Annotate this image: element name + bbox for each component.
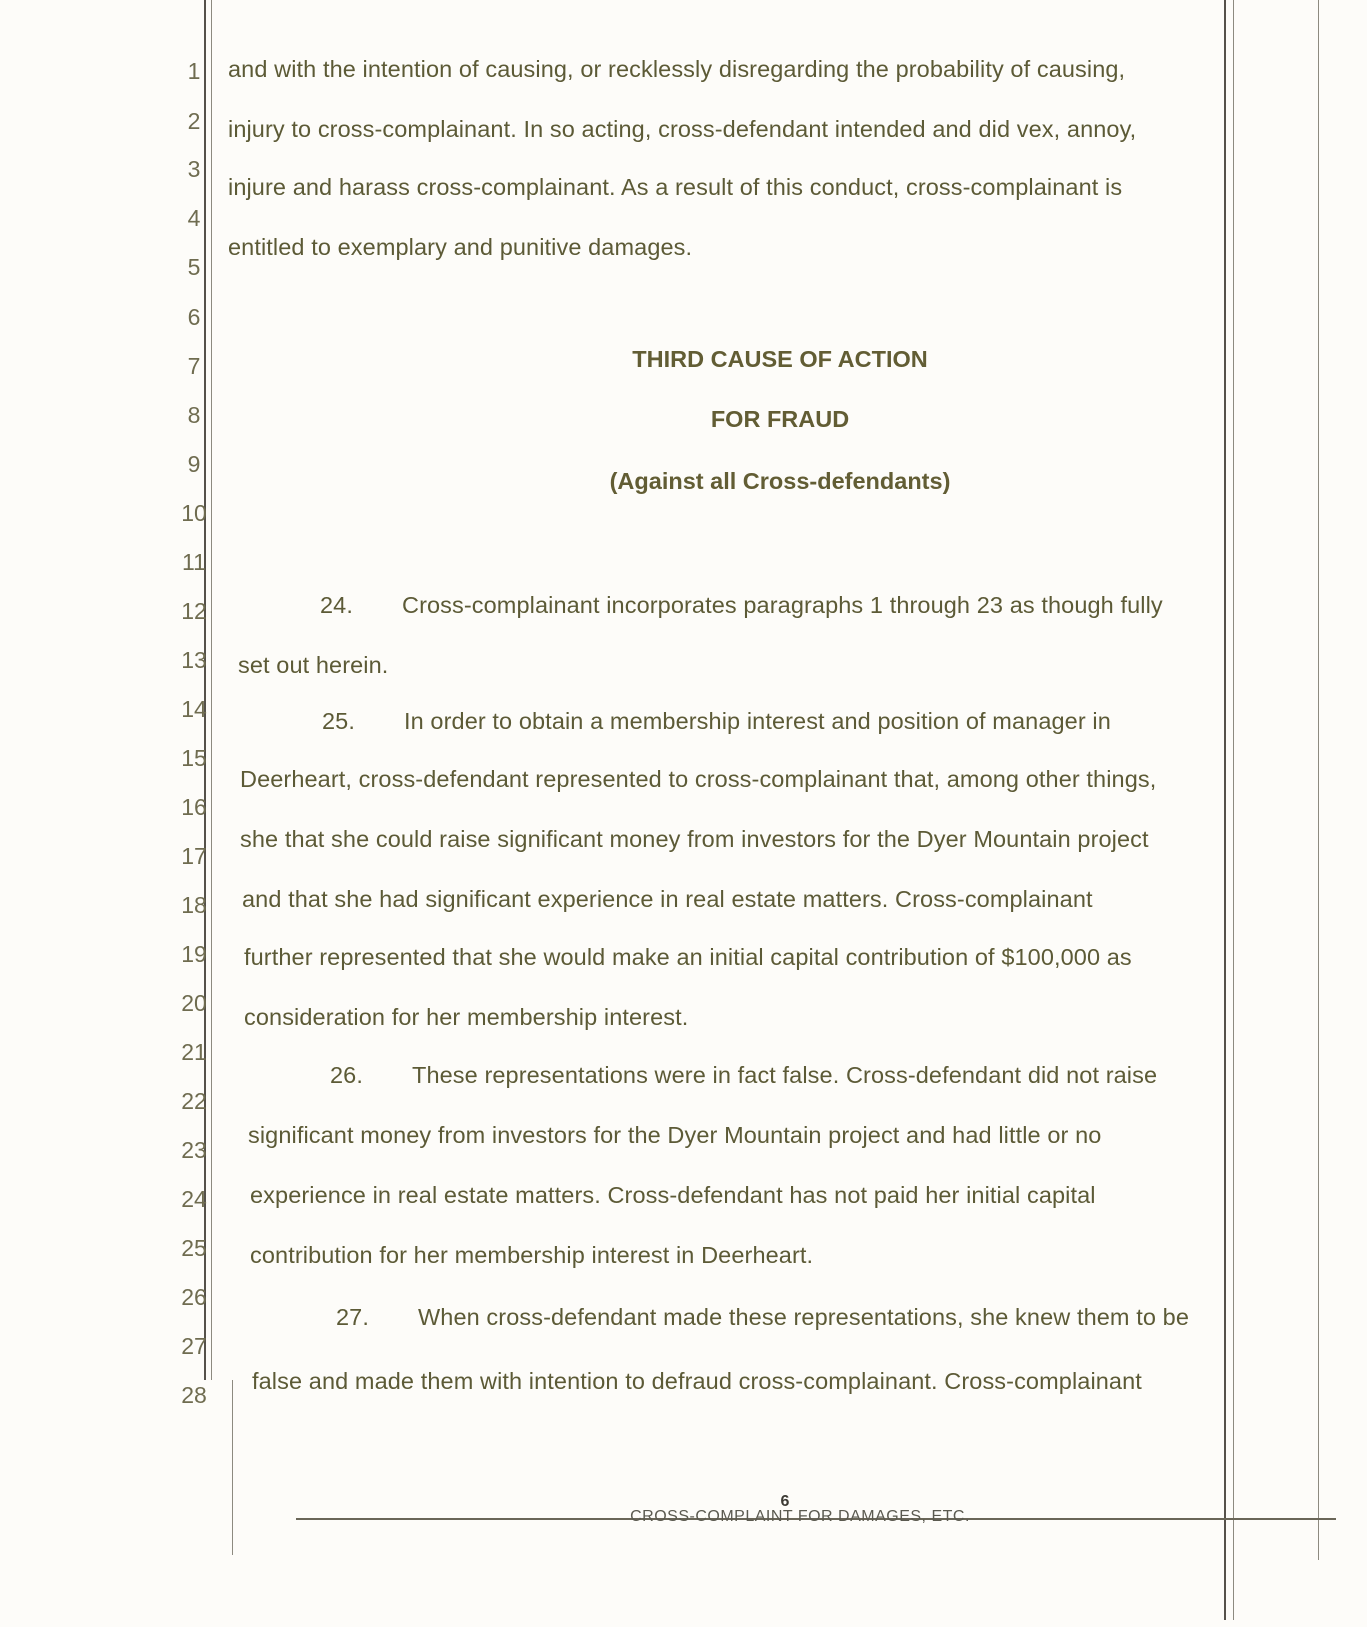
paragraph-number: 27. bbox=[336, 1304, 369, 1330]
text-line: contribution for her membership interest in Deerheart. bbox=[250, 1242, 814, 1268]
line-number: 20 bbox=[181, 990, 207, 1016]
line-number: 17 bbox=[181, 843, 207, 869]
line-number: 2 bbox=[187, 108, 201, 134]
line-number: 7 bbox=[187, 353, 201, 379]
text-line: significant money from investors for the Dyer Mountain project and had little or no bbox=[248, 1122, 1102, 1148]
line-number: 25 bbox=[181, 1235, 207, 1261]
footer-title: CROSS-COMPLAINT FOR DAMAGES, ETC. bbox=[630, 1508, 970, 1525]
line-number: 12 bbox=[181, 598, 207, 624]
line-number: 16 bbox=[181, 794, 207, 820]
line-number: 18 bbox=[181, 892, 207, 918]
text-line: entitled to exemplary and punitive damages. bbox=[228, 234, 693, 260]
line-number: 14 bbox=[181, 696, 207, 722]
right-margin-rule-inner bbox=[1233, 0, 1234, 1620]
right-edge-rule bbox=[1318, 0, 1319, 1560]
line-number: 15 bbox=[181, 745, 207, 771]
line-number: 28 bbox=[181, 1382, 207, 1408]
paragraph-number: 24. bbox=[320, 592, 353, 618]
heading-against: (Against all Cross-defendants) bbox=[609, 468, 951, 494]
text-line: set out herein. bbox=[238, 652, 389, 678]
paragraph-number: 25. bbox=[322, 708, 355, 734]
left-margin-rule-lower bbox=[232, 1380, 233, 1555]
line-number: 13 bbox=[181, 647, 207, 673]
paragraph-first-line bbox=[322, 710, 1111, 734]
paragraph-first-line bbox=[330, 1064, 1157, 1088]
paragraph-text: Cross-complainant incorporates paragraphs 1 through 23 as though fully bbox=[402, 592, 1163, 618]
line-number: 10 bbox=[181, 500, 207, 526]
line-number: 8 bbox=[187, 402, 201, 428]
line-number: 19 bbox=[181, 941, 207, 967]
right-margin-rule bbox=[1224, 0, 1226, 1620]
line-number: 4 bbox=[187, 205, 201, 231]
line-number: 22 bbox=[181, 1088, 207, 1114]
line-number: 26 bbox=[181, 1284, 207, 1310]
text-line: experience in real estate matters. Cross-defendant has not paid her initial capital bbox=[250, 1182, 1096, 1208]
text-line: consideration for her membership interest. bbox=[244, 1004, 689, 1030]
paragraph-text: These representations were in fact false. Cross-defendant did not raise bbox=[412, 1062, 1158, 1088]
line-number: 21 bbox=[181, 1039, 207, 1065]
text-line: and that she had significant experience in real estate matters. Cross-complainant bbox=[242, 886, 1093, 912]
paragraph-text: When cross-defendant made these representations, she knew them to be bbox=[418, 1304, 1189, 1330]
page-number: 6 bbox=[780, 1493, 790, 1510]
paragraph-text: In order to obtain a membership interest and position of manager in bbox=[404, 708, 1111, 734]
text-line: she that she could raise significant money from investors for the Dyer Mountain project bbox=[240, 826, 1149, 852]
heading-subtitle: FOR FRAUD bbox=[710, 406, 850, 432]
heading-title: THIRD CAUSE OF ACTION bbox=[632, 346, 928, 372]
text-line: false and made them with intention to defraud cross-complainant. Cross-complainant bbox=[252, 1368, 1142, 1394]
line-number: 3 bbox=[187, 156, 201, 182]
text-line: and with the intention of causing, or recklessly disregarding the probability of causing, bbox=[228, 56, 1126, 82]
text-line: further represented that she would make an initial capital contribution of $100,000 as bbox=[244, 944, 1132, 970]
line-number: 11 bbox=[182, 549, 206, 575]
line-number: 6 bbox=[187, 304, 201, 330]
line-number: 27 bbox=[181, 1333, 207, 1359]
paragraph-first-line bbox=[336, 1306, 1189, 1330]
text-line: Deerheart, cross-defendant represented to cross-complainant that, among other things, bbox=[240, 766, 1157, 792]
line-number: 5 bbox=[187, 254, 201, 280]
paragraph-number: 26. bbox=[330, 1062, 363, 1088]
text-line: injure and harass cross-complainant. As a result of this conduct, cross-complainant is bbox=[228, 174, 1123, 200]
line-number: 9 bbox=[187, 451, 201, 477]
line-number: 23 bbox=[181, 1137, 207, 1163]
line-number: 1 bbox=[187, 58, 201, 84]
line-number: 24 bbox=[181, 1186, 207, 1212]
text-line: injury to cross-complainant. In so acting, cross-defendant intended and did vex, annoy, bbox=[228, 116, 1137, 142]
paragraph-first-line bbox=[320, 594, 1163, 618]
